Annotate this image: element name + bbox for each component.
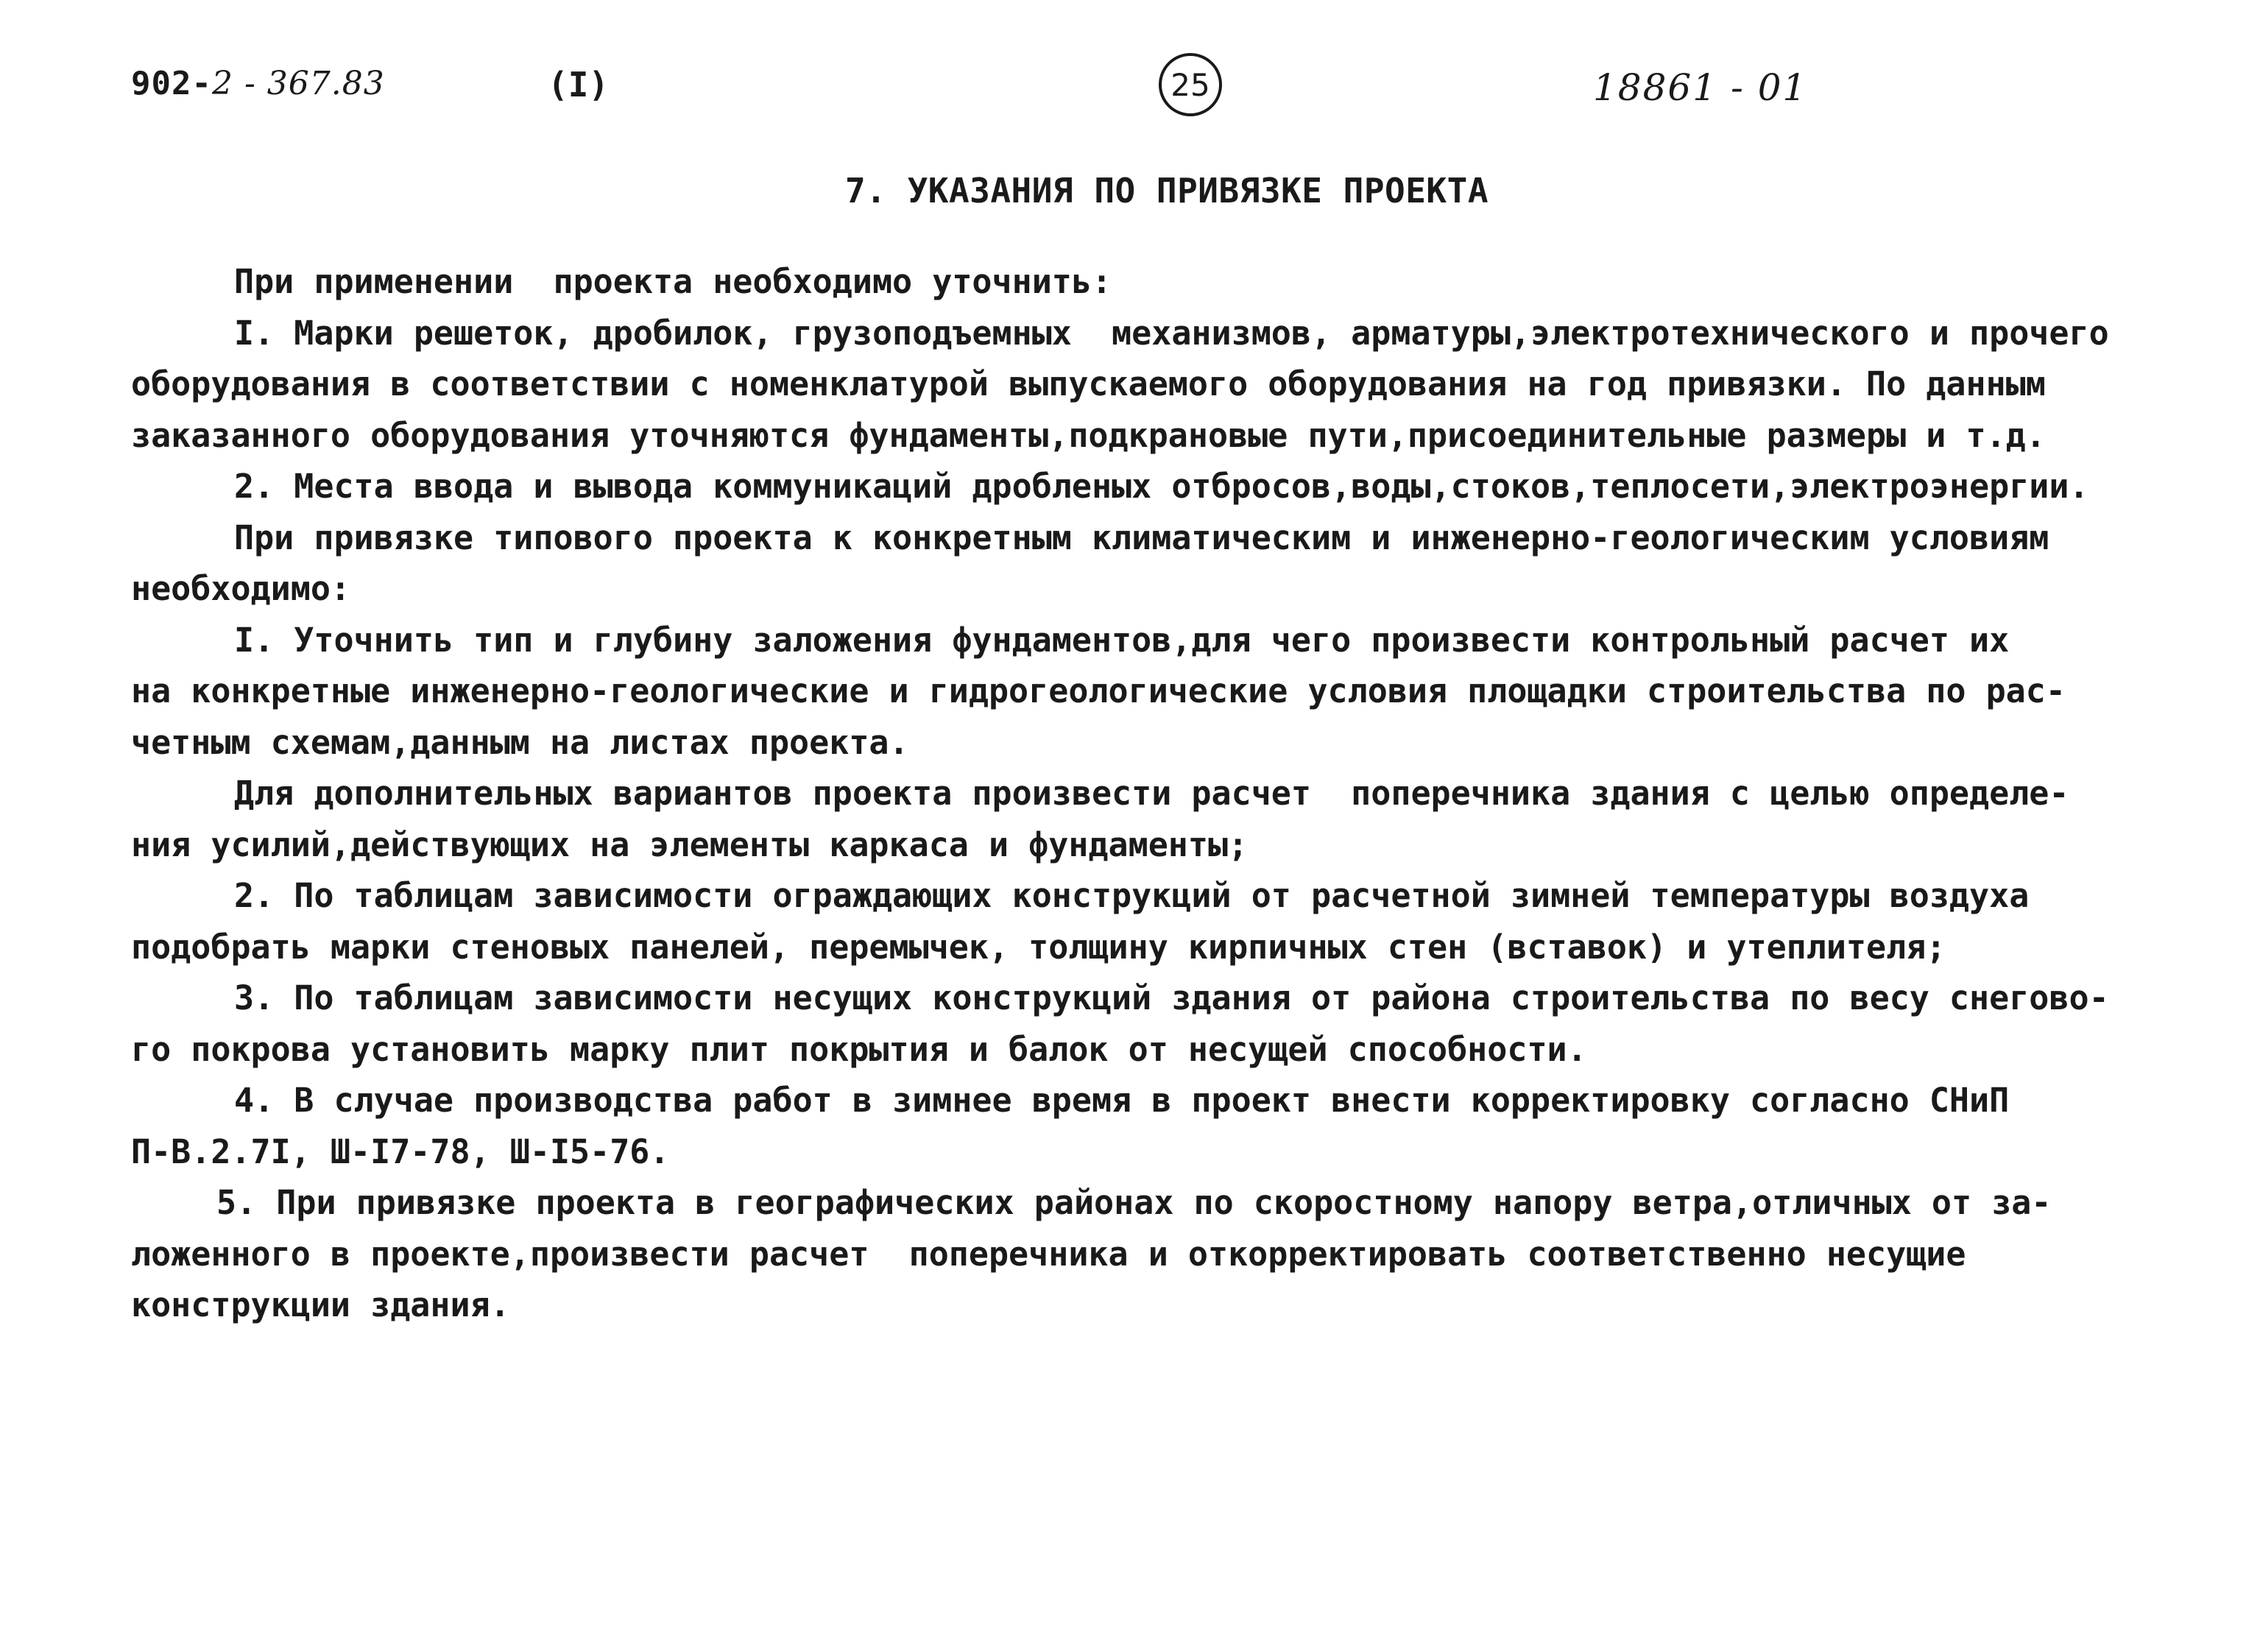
body-line: I. Марки решеток, дробилок, грузоподъемных механизмов, арматуры,электротехнического и прочего	[234, 313, 2109, 353]
body-line: четным схемам,данным на листах проекта.	[131, 722, 909, 762]
body-line: 4. В случае производства работ в зимнее время в проект внести корректировку согласно СНиП	[234, 1081, 2010, 1120]
body-line: При применении проекта необходимо уточнить:	[234, 262, 1112, 301]
section-title: 7. УКАЗАНИЯ ПО ПРИВЯЗКЕ ПРОЕКТА	[844, 171, 1489, 211]
body-line: 3. По таблицам зависимости несущих конструкций здания от района строительства по весу снегово-	[234, 978, 2109, 1017]
body-line: 5. При привязке проекта в географических районах по скоростному напору ветра,отличных от за-	[216, 1183, 2052, 1222]
section-title-row	[0, 171, 2260, 211]
document-code-handwritten: 2 - 367.83	[211, 65, 385, 102]
body-line: конструкции здания.	[131, 1285, 510, 1324]
document-code-typed: 902-	[131, 65, 212, 102]
body-line: 2. По таблицам зависимости ограждающих конструкций от расчетной зимней температуры воздуха	[234, 876, 2030, 915]
body-line: необходимо:	[131, 569, 351, 608]
part-number: (I)	[548, 65, 610, 105]
inventory-number: 18861 - 01	[1593, 66, 1808, 109]
body-line: заказанного оборудования уточняются фундаменты,подкрановые пути,присоединительные размеры и т.д.	[131, 415, 2046, 455]
body-line: При привязке типового проекта к конкретным климатическим и инженерно-геологическим условиям	[234, 518, 2049, 557]
body-line: ложенного в проекте,произвести расчет поперечника и откорректировать соответственно несущие	[131, 1234, 1966, 1274]
body-line: оборудования в соответствии с номенклатурой выпускаемого оборудования на год привязки. По данным	[131, 364, 2046, 403]
body-line: на конкретные инженерно-геологические и гидрогеологические условия площадки строительства по рас-	[131, 671, 2066, 710]
body-line: го покрова установить марку плит покрытия и балок от несущей способности.	[131, 1029, 1587, 1069]
body-line: Для дополнительных вариантов проекта произвести расчет поперечника здания с целью определе-	[234, 774, 2069, 813]
page-number: 25	[1170, 66, 1210, 103]
body-line: П-В.2.7I, Ш-I7-78, Ш-I5-76.	[131, 1132, 670, 1171]
body-line: I. Уточнить тип и глубину заложения фундаментов,для чего произвести контрольный расчет их	[234, 620, 2010, 660]
body-line: подобрать марки стеновых панелей, перемычек, толщину кирпичных стен (вставок) и утеплителя;	[131, 927, 1946, 967]
body-line: 2. Места ввода и вывода коммуникаций дробленых отбросов,воды,стоков,теплосети,электроэнергии.	[234, 467, 2089, 506]
page-number-circle	[1159, 53, 1222, 116]
document-body	[131, 256, 2192, 1331]
body-line: ния усилий,действующих на элементы каркаса и фундаменты;	[131, 825, 1249, 864]
document-code	[131, 65, 385, 102]
